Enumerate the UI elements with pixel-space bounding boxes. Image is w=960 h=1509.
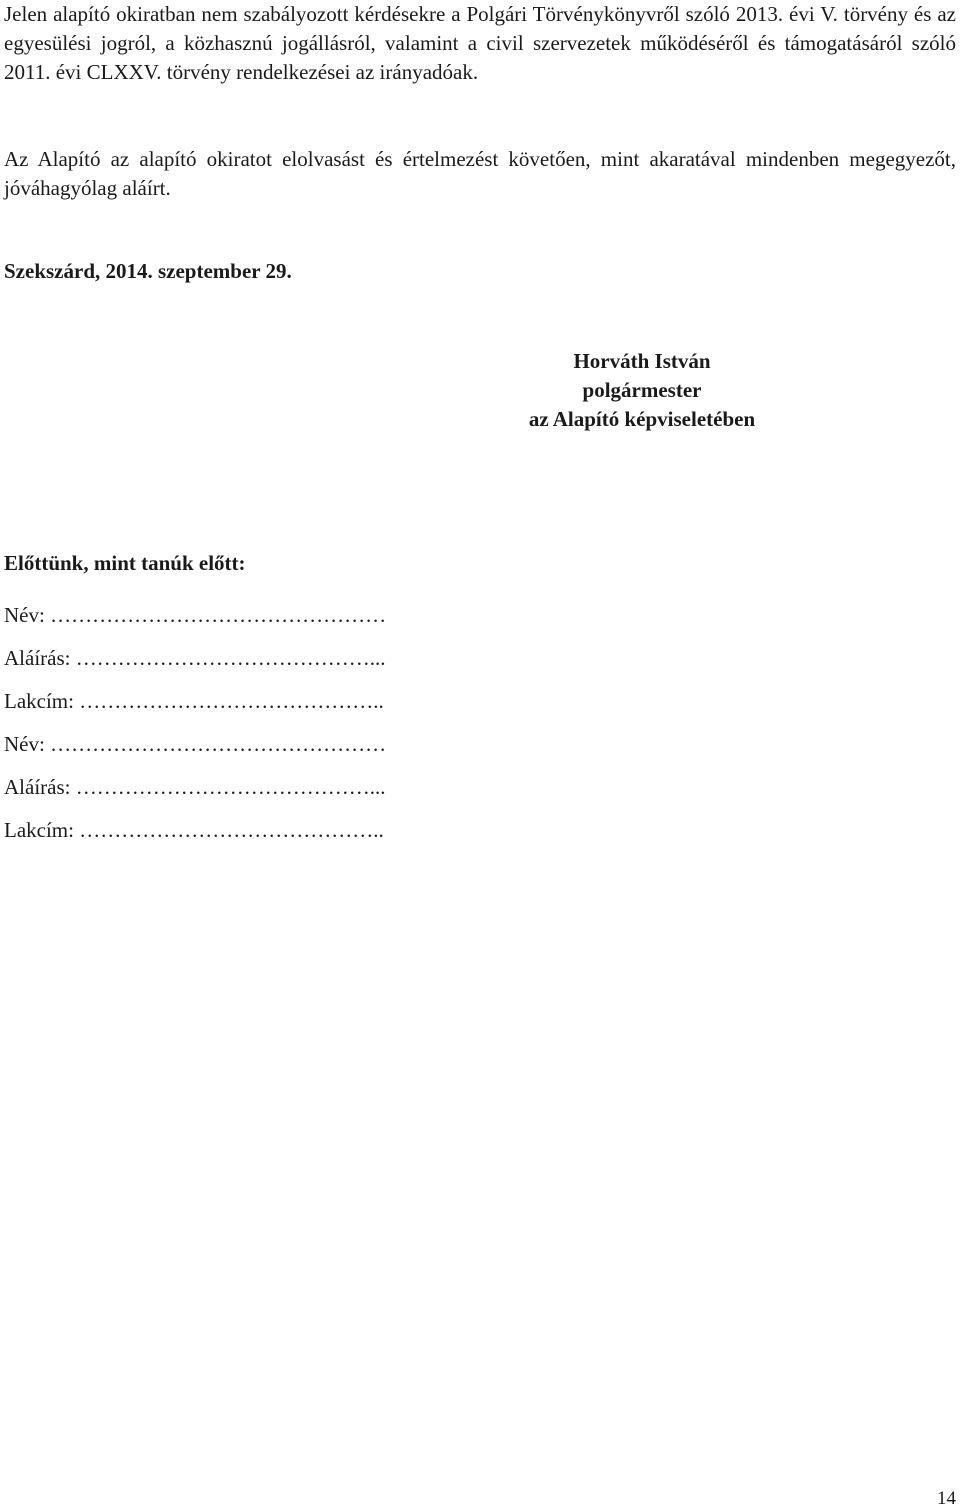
witnesses-heading: Előttünk, mint tanúk előtt: [4,551,246,575]
place-and-date: Szekszárd, 2014. szeptember 29. [4,259,292,283]
page-number: 14 [937,1488,956,1509]
signatory-role: az Alapító képviseletében [528,407,756,431]
witness2-name-field: Név: ………………………………………… [4,732,387,756]
witness1-signature-field: Aláírás: ……………………………………... [4,646,386,670]
signature-block [432,347,852,434]
witness1-name-field: Név: ………………………………………… [4,603,387,627]
witness1-address-field: Lakcím: …………………………………….. [4,689,384,713]
signatory-name: Horváth István [573,349,711,373]
approval-paragraph: Az Alapító az alapító okiratot elolvasást és értelmezést követően, mint akaratával mindenben megegyezőt, jóváhagyólag aláírt. [4,147,956,200]
witness2-signature-field: Aláírás: ……………………………………... [4,775,386,799]
witness2-address-field: Lakcím: …………………………………….. [4,818,384,842]
closing-provisions-paragraph: Jelen alapító okiratban nem szabályozott kérdésekre a Polgári Törvénykönyvről szóló 2013. évi V. törvény és az egyesülési jogról, a közhasznú jogállásról, valamint a civil szervezetek működéséről és támogatásáról szóló 2011. évi CLXXV. törvény rendelkezései az irányadóak. [4,2,956,84]
signatory-title: polgármester [582,378,702,402]
document-page [4,0,956,1509]
witness-fields [4,594,386,852]
